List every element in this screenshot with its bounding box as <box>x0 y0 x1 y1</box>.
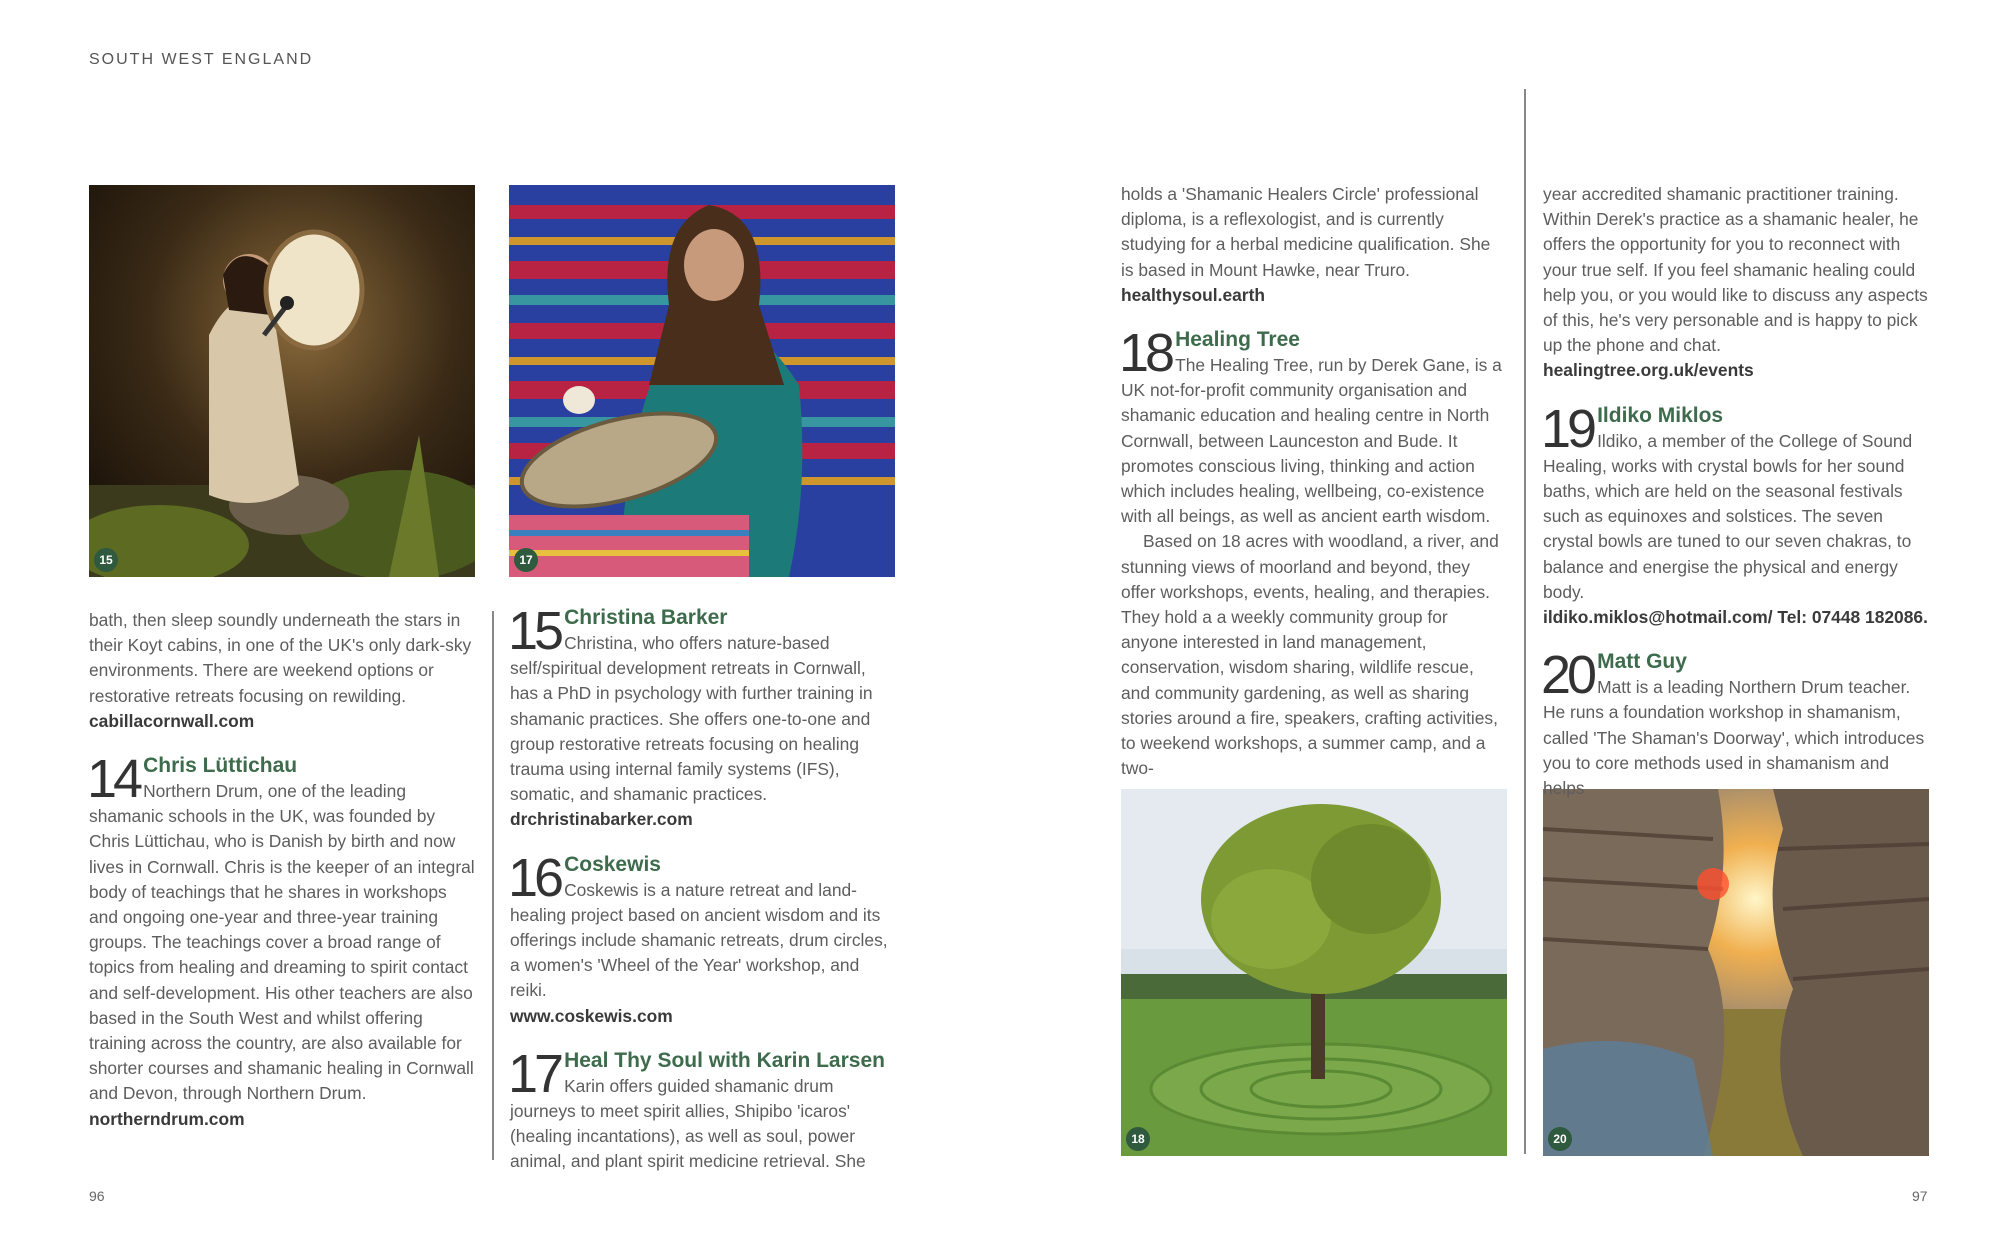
meadow-tree-illustration <box>1121 789 1507 1156</box>
column-2 <box>508 601 896 1175</box>
photo-badge-20: 20 <box>1548 1127 1572 1151</box>
photo-badge-18: 18 <box>1126 1127 1150 1151</box>
entry-15 <box>508 601 896 833</box>
intro-text: holds a 'Shamanic Healers Circle' professional diploma, is a reflexologist, and is currently studying for a herbal medicine qualification. She is based in Mount Hawke, near Truro. <box>1121 184 1491 280</box>
entry-19 <box>1541 398 1929 631</box>
entry-number: 18 <box>1119 323 1172 384</box>
entry-14 <box>87 749 475 1132</box>
photo-badge-17: 17 <box>514 548 538 572</box>
entry-body: Northern Drum, one of the leading shamanic schools in the UK, was founded by Chris Lüttichau, who is Danish by birth and now lives in Cornwall. Chris is the keeper of an integral body of teachings that he shares in workshops and ongoing one-year and three-year training groups. The teachings cover a broad range of topics from healing and dreaming to spirit contact and self-development. His other teachers are also based in the South West and whilst offering training across the country, are also available for shorter courses and shamanic healing in Cornwall and Devon, through Northern Drum. <box>89 781 475 1104</box>
entry-title: Matt Guy <box>1597 650 1687 674</box>
forest-drum-illustration <box>89 185 475 577</box>
photo-christina-barker <box>89 185 475 577</box>
healthysoul-link[interactable]: healthysoul.earth <box>1121 284 1265 305</box>
column-3 <box>1121 182 1507 781</box>
entry-title: Chris Lüttichau <box>143 754 298 778</box>
striped-blanket-drum-illustration <box>509 185 895 577</box>
entry-number: 20 <box>1541 645 1594 706</box>
intro-text: year accredited shamanic practitioner training. Within Derek's practice as a shamanic healer, he offers the opportunity for you to reconnect with your true self. If you feel shamanic healing could help you, or you would like to discuss any aspects of this, he's very personable and is happy to pick up the phone and chat. <box>1543 184 1928 356</box>
ildiko-contact-link[interactable]: ildiko.miklos@hotmail.com/ Tel: 07448 182086. <box>1543 607 1928 628</box>
section-header: SOUTH WEST ENGLAND <box>89 51 314 68</box>
entry-body: The Healing Tree, run by Derek Gane, is a UK not-for-profit community organisation and shamanic education and healing centre in North Cornwall, between Launceston and Bude. It promotes conscious living, thinking and action which includes healing, wellbeing, co-existence with all beings, as well as ancient earth wisdom. <box>1121 355 1502 527</box>
entry-number: 16 <box>508 847 561 908</box>
drchristinabarker-link[interactable]: drchristinabarker.com <box>510 809 693 830</box>
column-divider-right <box>1524 89 1526 1154</box>
entry-title: Coskewis <box>564 852 661 876</box>
entry-body: Christina, who offers nature-based self/spiritual development retreats in Cornwall, has a PhD in psychology with further training in shamanic practices. She offers one-to-one and group restorative retreats focusing on healing trauma using internal family systems (IFS), somatic, and shamanic practices. <box>510 633 873 805</box>
photo-karin-larsen <box>509 185 895 577</box>
entry-18 <box>1119 323 1507 781</box>
column-4 <box>1543 182 1929 801</box>
column-1 <box>89 608 475 1132</box>
photo-badge-15: 15 <box>94 548 118 572</box>
entry-title: Ildiko Miklos <box>1597 403 1724 427</box>
coskewis-link[interactable]: www.coskewis.com <box>510 1005 673 1026</box>
entry-title: Christina Barker <box>564 606 728 629</box>
entry-16 <box>508 847 896 1029</box>
entry-body: Karin offers guided shamanic drum journeys to meet spirit allies, Shipibo 'icaros' (healing incantations), as well as soul, power animal, and plant spirit medicine retrieval. She <box>510 1075 866 1172</box>
entry-body: Ildiko, a member of the College of Sound Healing, works with crystal bowls for her sound baths, which are held on the seasonal festivals such as equinoxes and solstices. The seven crystal bowls are tuned to our seven chakras, to balance and energise the physical and energy body. <box>1543 430 1913 602</box>
photo-matt-guy <box>1543 789 1929 1156</box>
entry-body: Coskewis is a nature retreat and land-healing project based on ancient wisdom and its offerings include shamanic retreats, drum circles, a women's 'Wheel of the Year' workshop, and reiki. <box>510 879 888 1001</box>
column-divider-left <box>492 611 494 1160</box>
page-number-left: 96 <box>89 1188 105 1204</box>
entry-17 <box>508 1043 896 1175</box>
entry-20 <box>1541 645 1929 801</box>
entry-body-continued: Based on 18 acres with woodland, a river, and stunning views of moorland and beyond, they offer workshops, events, healing, and therapies. They hold a a weekly community group for anyone interested in land management, conservation, wisdom sharing, wildlife rescue, and community gardening, as well as sharing stories around a fire, speakers, crafting activities, to weekend workshops, a summer camp, and a two- <box>1121 531 1499 779</box>
entry-body: Matt is a leading Northern Drum teacher. He runs a foundation workshop in shamanism, called 'The Shaman's Doorway', which introduces you to core methods used in shamanism and helps <box>1543 677 1925 799</box>
entry-title: Heal Thy Soul with Karin Larsen <box>564 1048 885 1072</box>
page-number-right: 97 <box>1912 1188 1928 1204</box>
entry-number: 15 <box>508 601 561 661</box>
entry-number: 17 <box>508 1043 561 1104</box>
entry-number: 19 <box>1541 398 1594 459</box>
entry-number: 14 <box>87 749 140 810</box>
photo-healing-tree <box>1121 789 1507 1156</box>
intro-text: bath, then sleep soundly underneath the stars in their Koyt cabins, in one of the UK's only dark-sky environments. There are weekend options or restorative retreats focusing on rewilding. <box>89 610 472 706</box>
rock-sunset-illustration <box>1543 789 1929 1156</box>
entry-title: Healing Tree <box>1175 328 1300 352</box>
healingtree-link[interactable]: healingtree.org.uk/events <box>1543 360 1754 381</box>
northerndrum-link[interactable]: northerndrum.com <box>89 1108 245 1129</box>
cabilla-link[interactable]: cabillacornwall.com <box>89 710 255 731</box>
